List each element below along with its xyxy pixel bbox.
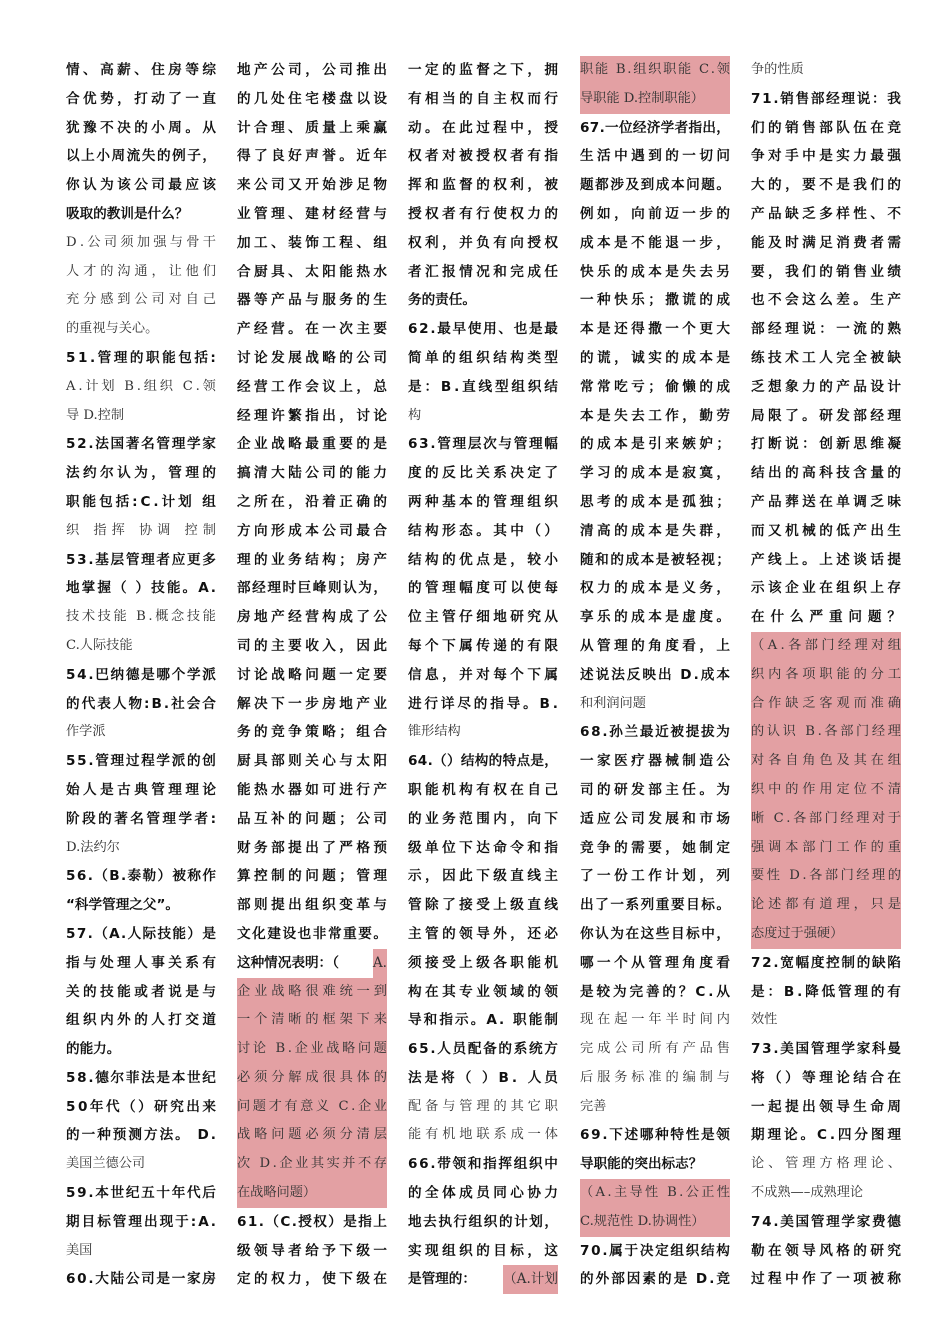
text-line: 地 产 公 司 ， 公 司 推 出 [237, 62, 387, 78]
text-line: 本 是 失 去 工 作 ， 勤 劳 [580, 407, 730, 424]
text-line-content: 的重视与关心。 [66, 321, 159, 337]
text-line: 须 接 受 上 级 各 职 能 机 [408, 954, 558, 971]
text-line: 信 息 ， 并 对 每 个 下 属 [408, 666, 558, 683]
text-line [66, 200, 216, 229]
text-line: 是 ： B . 直 线 型 组 织 结 [408, 378, 558, 395]
text-line: 合 厨 具 、 太 阳 能 热 水 [237, 263, 387, 280]
text-line: 生 活 中 遇 到 的 一 切 问 [580, 148, 730, 165]
text-line: 7 3 . 美 国 管 理 学 家 科 曼 [751, 1041, 901, 1058]
text-line: 述 说 法 反 映 出 D . 成 本 [580, 666, 730, 683]
text-line: 计 合 理 、 质 量 上 乘 赢 [237, 119, 387, 136]
text-line: 大 的 ， 要 不 是 我 们 的 [751, 177, 901, 194]
text-line: 配 备 与 管 理 的 其 它 职 [408, 1098, 558, 1114]
text-line: 加 工 、 装 饰 工 程 、 组 [237, 234, 387, 251]
text-line: 权 者 对 被 授 权 者 有 指 [408, 148, 558, 165]
text-line: 法 是 将 （ ） B . 人 员 [408, 1069, 558, 1086]
text-line: 的 认 识 B . 各 部 门 经 理 [751, 718, 901, 747]
text-line: 织 中 的 作 用 定 位 不 清 [751, 776, 901, 805]
text-line [237, 949, 387, 978]
text-line: 方 向 形 成 本 公 司 最 合 [237, 522, 387, 539]
text-line: 人 才 的 沟 通 ， 让 他 们 [66, 263, 216, 279]
text-line: 5 5 . 管 理 过 程 学 派 的 创 [66, 753, 216, 770]
text-line [580, 1093, 730, 1122]
text-line: 级 单 位 下 达 命 令 和 指 [408, 839, 558, 856]
text-line: 品 互 补 的 问 题 ； 公 司 [237, 810, 387, 827]
text-line: 适 应 公 司 发 展 和 市 场 [580, 810, 730, 827]
text-line-content: 是管理的： [408, 1271, 476, 1288]
text-line: 战 略 问 题 必 须 分 清 层 [237, 1121, 387, 1150]
text-line-content: 构 [408, 407, 422, 423]
text-line: 6 2 . 最 早 使 用 、 也 是 最 [408, 321, 558, 338]
text-line: 一 种 快 乐 ； 撒 谎 的 成 [580, 292, 730, 309]
text-line: 必 须 分 解 成 很 具 体 的 [237, 1064, 387, 1093]
text-line: 合 作 缺 乏 客 观 而 准 确 [751, 690, 901, 719]
text-line: 授 权 者 有 行 使 权 力 的 [408, 205, 558, 222]
text-line: 部 则 提 出 组 织 变 革 与 [237, 897, 387, 914]
text-line: 权 力 的 成 本 是 义 务 ， [580, 580, 730, 597]
text-line: 期 目 标 管 理 出 现 于 : A . [66, 1213, 216, 1230]
text-line: 5 3 . 基 层 管 理 者 应 更 多 [66, 551, 216, 568]
text-line: 充 分 感 到 公 司 对 自 己 [66, 292, 216, 308]
text-line: 定 的 权 力 ， 使 下 级 在 [237, 1271, 387, 1288]
text-line: 是 较 为 完 善 的 ？ C . 从 [580, 983, 730, 1000]
text-line: 权 利 ， 并 负 有 向 授 权 [408, 234, 558, 251]
text-line: 论 述 都 有 道 理 ， 只 是 [751, 891, 901, 920]
text-line: 合 优 势 ， 打 动 了 一 直 [66, 90, 216, 107]
text-line: 6 1 . （ C . 授 权 ） 是 指 上 [237, 1213, 387, 1230]
text-line: 学 习 的 成 本 是 寂 寞 ， [580, 465, 730, 482]
text-line: 产 品 葬 送 在 单 调 乏 味 [751, 493, 901, 510]
text-line: 你 认 为 该 公 司 最 应 该 [66, 177, 216, 194]
text-column-3 [408, 56, 558, 1294]
text-line [408, 718, 558, 747]
text-line: 指 与 处 理 人 事 关 系 有 [66, 954, 216, 971]
text-line: 法 约 尔 认 为 ， 管 理 的 [66, 465, 216, 482]
text-line: 司 的 主 要 收 入 ， 因 此 [237, 637, 387, 654]
text-line [237, 1179, 387, 1208]
text-line: 讨 论 发 展 战 略 的 公 司 [237, 349, 387, 366]
text-line: 一 个 清 晰 的 框 架 下 来 [237, 1006, 387, 1035]
text-line-content: 的能力。 [66, 1041, 121, 1058]
text-line: 打 断 说 ： 创 新 思 维 凝 [751, 436, 901, 453]
text-line: 来 公 司 又 开 始 涉 足 物 [237, 177, 387, 194]
text-line: 而 又 机 械 的 低 产 出 生 [751, 522, 901, 539]
text-line: 能 有 机 地 联 系 成 一 体 [408, 1127, 558, 1143]
text-line [408, 1265, 558, 1294]
text-line: 情 、 高 薪 、 住 房 等 综 [66, 62, 216, 78]
text-line: 一 定 的 监 督 之 下 ， 拥 [408, 62, 558, 78]
text-line: 级 领 导 者 给 予 下 级 一 [237, 1242, 387, 1259]
text-line: 一 家 医 疗 器 械 制 造 公 [580, 753, 730, 770]
text-line: 随 和 的 成 本 是 被 轻 视 ； [580, 551, 730, 568]
text-line: A . 计 划 B . 组 织 C . 领 [66, 378, 216, 394]
text-line: 司 的 研 发 部 主 任 。 为 [580, 781, 730, 798]
text-line: 思 考 的 成 本 是 孤 独 ； [580, 493, 730, 510]
text-line: 例 如 ， 向 前 迈 一 步 的 [580, 205, 730, 222]
text-line: 一 起 提 出 领 导 生 命 周 [751, 1098, 901, 1115]
text-line: 晰 C . 各 部 门 经 理 对 于 [751, 805, 901, 834]
text-line: 每 个 下 属 传 递 的 有 限 [408, 637, 558, 654]
text-line [751, 920, 901, 949]
text-line: 的 谎 ， 诚 实 的 成 本 是 [580, 349, 730, 366]
text-line: 经 营 工 作 会 议 上 ， 总 [237, 378, 387, 395]
text-line: 挥 和 监 督 的 权 利 ， 被 [408, 177, 558, 194]
text-line [66, 632, 216, 661]
text-line: 期 理 论 。 C . 四 分 图 理 [751, 1127, 901, 1144]
text-line: （ A . 各 部 门 经 理 对 组 [751, 632, 901, 661]
text-line: 犹 豫 不 决 的 小 周 。 从 [66, 119, 216, 136]
text-line: 5 9 . 本 世 纪 五 十 年 代 后 [66, 1185, 216, 1202]
text-line: 7 2 . 宽 幅 度 控 制 的 缺 陷 [751, 954, 901, 971]
text-line: 实 现 组 织 的 目 标 ， 这 [408, 1242, 558, 1259]
text-line: 过 程 中 作 了 一 项 被 称 [751, 1271, 901, 1288]
text-line: 的 几 处 住 宅 楼 盘 以 设 [237, 90, 387, 107]
text-line-content: 这种情况表明：（ [237, 954, 339, 971]
text-line: 竞 争 的 需 要 ， 她 制 定 [580, 839, 730, 856]
text-line: 经 理 许 繁 指 出 ， 讨 论 [237, 407, 387, 424]
text-line: 后 服 务 标 准 的 编 制 与 [580, 1069, 730, 1085]
text-line: 的 管 理 幅 度 可 以 使 每 [408, 580, 558, 597]
text-line: 地 掌 握 （ ） 技 能 。 A . [66, 580, 216, 597]
text-line: D . 公 司 须 加 强 与 骨 干 [66, 234, 216, 250]
text-line: 6 5 . 人 员 配 备 的 系 统 方 [408, 1041, 558, 1058]
text-line: 6 4 . （ ） 结 构 的 特 点 是 ， [408, 753, 558, 770]
text-line [751, 1006, 901, 1035]
text-line: 乏 想 象 力 的 产 品 设 计 [751, 378, 901, 395]
text-line: 者 汇 报 情 况 和 完 成 任 [408, 263, 558, 280]
text-line: 局 限 了 。 研 发 部 经 理 [751, 407, 901, 424]
text-line: 的 一 种 预 测 方 法 。 D . [66, 1127, 216, 1144]
text-line-content: 不成熟—–成熟理论 [751, 1185, 864, 1201]
text-line: 管 除 了 接 受 上 级 直 线 [408, 897, 558, 914]
text-line: （ A . 主 导 性 B . 公 正 性 [580, 1179, 730, 1208]
text-line: 财 务 部 提 出 了 严 格 预 [237, 839, 387, 856]
text-line: 清 高 的 成 本 是 失 群 ， [580, 522, 730, 539]
text-line-content: C.规范性 D.协调性） [580, 1213, 705, 1229]
text-line [408, 402, 558, 431]
text-line: 之 所 在 ， 沿 着 正 确 的 [237, 493, 387, 510]
text-line: 企 业 战 略 最 重 要 的 是 [237, 436, 387, 453]
text-line: 有 相 当 的 自 主 权 而 行 [408, 90, 558, 107]
text-line-content: D.法约尔 [66, 839, 120, 855]
text-line: 你 认 为 在 这 些 目 标 中 ， [580, 925, 730, 942]
text-line [66, 834, 216, 863]
highlighted-answer: （A.计划 [503, 1265, 558, 1294]
text-line: 地 去 执 行 组 织 的 计 划 ， [408, 1213, 558, 1230]
text-line: 房 地 产 经 营 构 成 了 公 [237, 609, 387, 626]
text-line: 关 的 技 能 或 者 说 是 与 [66, 983, 216, 1000]
text-line: 搞 清 大 陆 公 司 的 能 力 [237, 465, 387, 482]
text-line: 的 外 部 因 素 的 是 D . 竞 [580, 1271, 730, 1288]
text-line: 业 管 理 、 建 材 经 营 与 [237, 205, 387, 222]
text-line: 进 行 详 尽 的 指 导 。 B . [408, 695, 558, 712]
text-line: 构 在 其 专 业 领 域 的 领 [408, 983, 558, 1000]
text-column-5 [751, 56, 901, 1294]
text-line: 7 0 . 属 于 决 定 组 织 结 构 [580, 1242, 730, 1259]
text-line: 能 及 时 满 足 消 费 者 需 [751, 234, 901, 251]
text-line: 产 经 营 。 在 一 次 主 要 [237, 321, 387, 338]
text-line: 器 等 产 品 与 服 务 的 生 [237, 292, 387, 309]
text-line: 产 线 上 。 上 述 谈 话 提 [751, 551, 901, 568]
text-line: 勒 在 领 导 风 格 的 研 究 [751, 1242, 901, 1259]
text-line: 是 ： B . 降 低 管 理 的 有 [751, 983, 901, 1000]
text-line [580, 1208, 730, 1237]
text-line-content: 作学派 [66, 724, 106, 740]
text-line: 动 。 在 此 过 程 中 ， 授 [408, 119, 558, 136]
text-line: 位 主 管 仔 细 地 研 究 从 [408, 609, 558, 626]
text-line: 次 D . 企 业 其 实 并 不 存 [237, 1150, 387, 1179]
text-line: 享 乐 的 成 本 是 虚 度 。 [580, 609, 730, 626]
text-line: 职 能 包 括 : C . 计 划 组 [66, 493, 216, 510]
text-line: 将 （ ） 等 理 论 结 合 在 [751, 1069, 901, 1086]
text-line: 的 业 务 范 围 内 ， 向 下 [408, 810, 558, 827]
text-line: 强 调 本 部 门 工 作 的 重 [751, 834, 901, 863]
text-column-2 [237, 56, 387, 1294]
text-line: 企 业 战 略 很 难 统 一 到 [237, 978, 387, 1007]
text-line-content: 锥形结构 [408, 724, 461, 740]
text-line [66, 402, 216, 431]
text-line: 问 题 才 有 意 义 C . 企 业 [237, 1093, 387, 1122]
text-line [66, 1035, 216, 1064]
text-line: 组 织 内 外 的 人 打 交 道 [66, 1012, 216, 1029]
text-line [580, 1150, 730, 1179]
text-line: 结 出 的 高 科 技 含 量 的 [751, 465, 901, 482]
text-line-content: C.人际技能 [66, 637, 133, 653]
text-line: 本 是 还 得 撒 一 个 更 大 [580, 321, 730, 338]
text-line-content: 导职能的突出标志？ [580, 1156, 703, 1173]
text-line: 5 0 年 代 （ ） 研 究 出 来 [66, 1098, 216, 1115]
text-line: 们 的 销 售 部 队 伍 在 竞 [751, 119, 901, 136]
text-line: 得 了 良 好 声 誉 。 近 年 [237, 148, 387, 165]
text-line: 厨 具 部 则 关 心 与 太 阳 [237, 753, 387, 770]
text-line: 以 上 小 周 流 失 的 例 子 ， [66, 148, 216, 165]
text-line: 结 构 形 态 。 其 中 （ ） [408, 522, 558, 539]
text-line: 职 能 B . 组 织 职 能 C . 领 [580, 56, 730, 85]
text-column-4 [580, 56, 730, 1294]
text-line: 织 内 各 项 职 能 的 分 工 [751, 661, 901, 690]
text-line: 6 9 . 下 述 哪 种 特 性 是 领 [580, 1127, 730, 1144]
text-line: 部 经 理 说 ： 一 流 的 熟 [751, 321, 901, 338]
text-line: 5 6 . （ B . 泰 勒 ） 被 称 作 [66, 868, 216, 885]
text-line: 织 指 挥 协 调 控 制 [66, 522, 216, 538]
text-line: 阶 段 的 著 名 管 理 学 者 : [66, 810, 216, 827]
text-line-content: 完善 [580, 1098, 607, 1114]
text-line-content: 导职能 D.控制职能） [580, 90, 704, 106]
text-column-1 [66, 56, 216, 1294]
text-line-content: 吸取的教训是什么？ [66, 205, 189, 222]
text-line: 两 种 基 本 的 管 理 组 织 [408, 493, 558, 510]
text-line: 6 0 . 大 陆 公 司 是 一 家 房 [66, 1271, 216, 1288]
text-line: 产 品 缺 乏 多 样 性 、 不 [751, 205, 901, 222]
text-line: 快 乐 的 成 本 是 失 去 另 [580, 263, 730, 280]
text-line: 讨 论 战 略 问 题 一 定 要 [237, 666, 387, 683]
text-line-content: 在战略问题） [237, 1185, 317, 1201]
text-line: 7 1 . 销 售 部 经 理 说 ： 我 [751, 90, 901, 107]
text-line: 6 7 . 一 位 经 济 学 者 指 出 ， [580, 119, 730, 136]
text-line-content: 美国 [66, 1242, 93, 1258]
text-line: 要 ， 我 们 的 销 售 业 绩 [751, 263, 901, 280]
text-line: 论 、 管 理 方 格 理 论 、 [751, 1156, 901, 1172]
text-line-content: 争的性质 [751, 62, 804, 77]
text-line: 的 全 体 成 员 同 心 协 力 [408, 1185, 558, 1202]
text-line-content: “科学管理之父”。 [66, 897, 180, 914]
text-line-content: 效性 [751, 1012, 778, 1028]
text-line: 的 代 表 人 物 : B . 社 会 合 [66, 695, 216, 712]
text-line: 示 该 企 业 在 组 织 上 存 [751, 580, 901, 597]
text-line-content: 导 D.控制 [66, 407, 125, 423]
text-line: 讨 论 B . 企 业 战 略 问 题 [237, 1035, 387, 1064]
text-line: 练 技 术 工 人 完 全 被 缺 [751, 349, 901, 366]
text-line [408, 286, 558, 315]
text-line: 7 4 . 美 国 管 理 学 家 费 德 [751, 1213, 901, 1230]
text-line [66, 891, 216, 920]
text-line: 解 决 下 一 步 房 地 产 业 [237, 695, 387, 712]
text-line: 对 各 自 角 色 及 其 在 组 [751, 747, 901, 776]
text-line: 完 成 公 司 所 有 产 品 售 [580, 1041, 730, 1057]
text-line: 技 术 技 能 B . 概 念 技 能 [66, 609, 216, 625]
text-line: 6 3 . 管 理 层 次 与 管 理 幅 [408, 436, 558, 453]
text-line [580, 85, 730, 114]
text-line [580, 690, 730, 719]
text-line: 主 管 的 领 导 外 ， 还 必 [408, 925, 558, 942]
text-line: 职 能 机 构 有 权 在 自 己 [408, 781, 558, 798]
text-line: 结 构 的 优 点 是 ， 较 小 [408, 551, 558, 568]
text-line: 了 一 份 工 作 计 划 ， 列 [580, 868, 730, 885]
text-line: 简 单 的 组 织 结 构 类 型 [408, 349, 558, 366]
text-line: 务 的 竞 争 策 略 ； 组 合 [237, 724, 387, 741]
text-line: 争 对 手 中 是 实 力 最 强 [751, 148, 901, 165]
text-line: 的 成 本 是 引 来 嫉 妒 ； [580, 436, 730, 453]
text-line: 5 4 . 巴 纳 德 是 哪 个 学 派 [66, 666, 216, 683]
text-line: 部 经 理 时 巨 峰 则 认 为 ， [237, 580, 387, 597]
text-line [66, 718, 216, 747]
text-line: 哪 一 个 从 管 理 角 度 看 [580, 954, 730, 971]
text-line-content: 美国兰德公司 [66, 1156, 146, 1172]
text-line [66, 1150, 216, 1179]
text-line-content: 和利润问题 [580, 695, 646, 711]
text-line: 出 了 一 系 列 重 要 目 标 。 [580, 897, 730, 914]
highlighted-answer: A. [373, 949, 387, 978]
text-line [66, 315, 216, 344]
text-line-content: 务的责任。 [408, 292, 476, 309]
text-line: 也 不 会 这 么 差 。 生 产 [751, 292, 901, 309]
text-line: 理 的 业 务 结 构 ； 房 产 [237, 551, 387, 568]
text-line: 在 什 么 严 重 问 题 ？ [751, 609, 901, 626]
text-line: 现 在 起 一 年 半 时 间 内 [580, 1012, 730, 1028]
text-line: 度 的 反 比 关 系 决 定 了 [408, 465, 558, 482]
text-line: 常 常 吃 亏 ； 偷 懒 的 成 [580, 378, 730, 395]
text-line: 5 1 . 管 理 的 职 能 包 括 : [66, 349, 216, 366]
text-line: 能 热 水 器 如 可 进 行 产 [237, 781, 387, 798]
text-line [751, 1179, 901, 1208]
text-line: 导 和 指 示 。 A . 职 能 制 [408, 1012, 558, 1029]
text-line: 从 管 理 的 角 度 看 ， 上 [580, 637, 730, 654]
text-line [66, 1237, 216, 1266]
text-line [751, 56, 901, 85]
text-line: 6 6 . 带 领 和 指 挥 组 织 中 [408, 1156, 558, 1173]
text-line: 5 2 . 法 国 著 名 管 理 学 家 [66, 436, 216, 453]
text-line: 要 性 D . 各 部 门 经 理 的 [751, 862, 901, 891]
text-line: 5 7 . （ A . 人 际 技 能 ） 是 [66, 925, 216, 942]
text-line: 示 ， 因 此 下 级 直 线 主 [408, 868, 558, 885]
text-line-content: 态度过于强硬） [751, 925, 844, 941]
text-line: 5 8 . 德 尔 菲 法 是 本 世 纪 [66, 1069, 216, 1086]
text-line: 算 控 制 的 问 题 ； 管 理 [237, 868, 387, 885]
text-line: 题 都 涉 及 到 成 本 问 题 。 [580, 177, 730, 194]
text-line: 始 人 是 古 典 管 理 理 论 [66, 781, 216, 798]
text-line: 文 化 建 设 也 非 常 重 要 。 [237, 925, 387, 942]
text-line: 成 本 是 不 能 退 一 步 ， [580, 234, 730, 251]
text-line: 6 8 . 孙 兰 最 近 被 提 拔 为 [580, 724, 730, 741]
